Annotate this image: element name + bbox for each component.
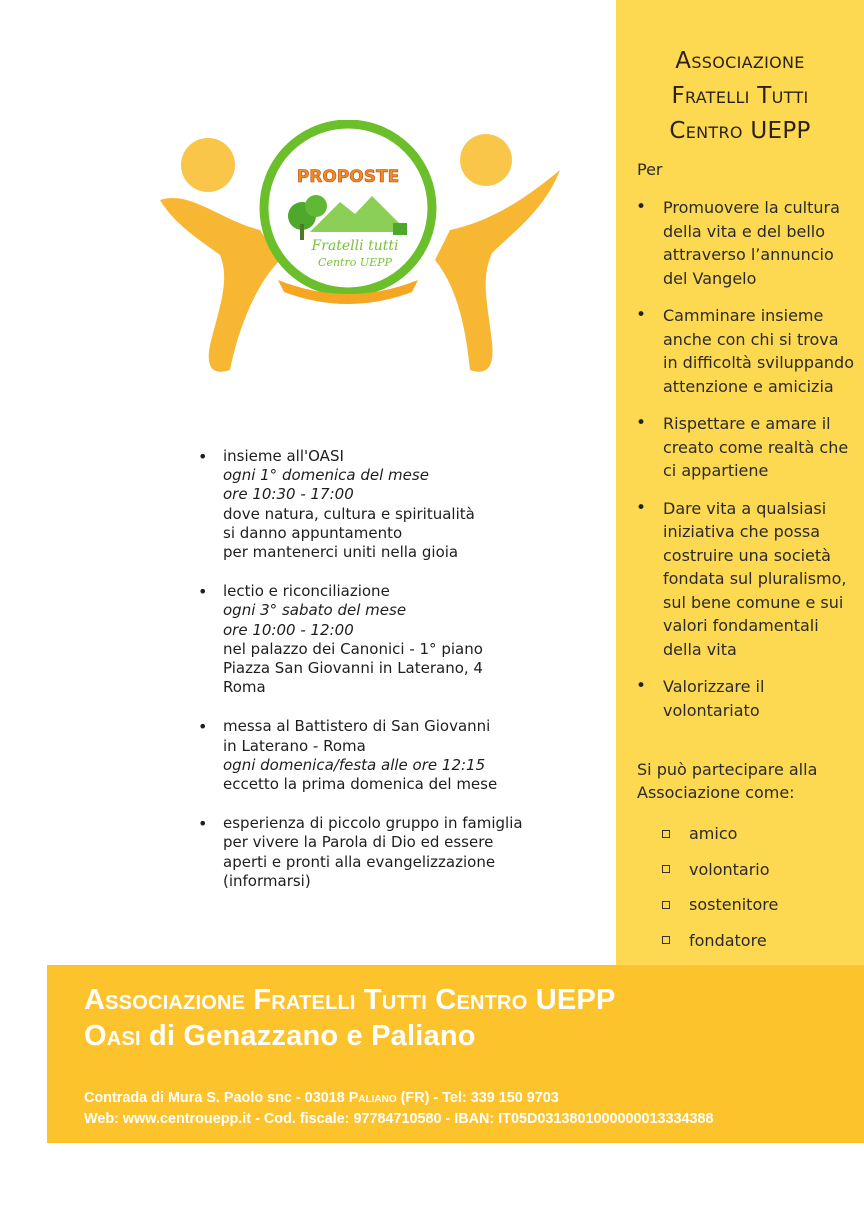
association-title (616, 44, 864, 149)
checkbox-icon (662, 830, 670, 838)
proposal-time: alle ore 12:15 (381, 755, 486, 774)
proposal-detail: nel palazzo dei Canonici - 1° piano (223, 639, 483, 658)
proposal-title: • esperienza di piccolo gruppo in famiglia (223, 814, 523, 833)
logo-name: Fratelli tutti (311, 238, 399, 254)
footer-web: Web: www.centrouepp.it - Cod. fiscale: 97784710580 - IBAN: IT05D0313801000000013334388 (84, 1111, 714, 1127)
proposal-item (196, 582, 596, 697)
proposal-title: • lectio e riconciliazione (223, 582, 390, 601)
aims-intro: Per (637, 160, 663, 179)
proposal-title: • insieme all'OASI (223, 447, 344, 465)
aim-item: • Dare vita a qualsiasi iniziativa che possa costruire una società fondata sul pluralismo, sul bene comune e sui valori fondamentali della vita (632, 497, 857, 662)
proposal-when: ogni 3° sabato del mese (223, 601, 407, 620)
proposal-title: • messa al Battistero di San Giovanni (223, 717, 491, 736)
proposal-item (196, 717, 596, 794)
checkbox-icon (662, 901, 670, 909)
title-line: Fratelli Tutti (671, 83, 809, 109)
role-item (660, 887, 778, 923)
proposal-title: in Laterano - Roma (223, 736, 366, 755)
proposal-when: ogni 1° domenica del mese (223, 466, 429, 485)
association-logo (150, 120, 570, 380)
aim-item: • Camminare insieme anche con chi si trova in difficoltà sviluppando attenzione e amicizia (632, 304, 857, 398)
proposal-detail: Roma (223, 678, 266, 697)
footer-title: Associazione Fratelli Tutti Centro UEPP (84, 984, 616, 1016)
proposal-when: ogni domenica/festa (223, 755, 377, 774)
footer-contact (84, 1090, 559, 1106)
right-figure-icon (435, 134, 560, 372)
checkbox-icon (662, 865, 670, 873)
proposal-detail: Piazza San Giovanni in Laterano, 4 (223, 659, 483, 678)
aim-item: • Valorizzare il volontariato (632, 675, 857, 722)
proposal-item (196, 447, 596, 562)
role-label: sostenitore (689, 895, 779, 915)
logo-subname: Centro UEPP (318, 256, 392, 269)
join-text: Si può partecipare alla Associazione come: (637, 760, 818, 802)
role-label: amico (689, 824, 738, 844)
footer-subtitle-a: Oasi (84, 1020, 141, 1052)
footer-subtitle (84, 1020, 476, 1053)
footer-address: Contrada di Mura S. Paolo snc - 03018 (84, 1090, 349, 1106)
footer-phone: (FR) - Tel: 339 150 9703 (396, 1090, 559, 1106)
role-item (660, 852, 778, 888)
title-line: Centro UEPP (669, 118, 811, 144)
proposal-detail: (informarsi) (223, 871, 311, 890)
proposal-detail: aperti e pronti alla evangelizzazione (223, 852, 496, 871)
left-figure-icon (160, 138, 280, 372)
aims-list (632, 196, 857, 736)
aim-item: • Promuovere la cultura della vita e del bello attraverso l’annuncio del Vangelo (632, 196, 857, 290)
checkbox-icon (662, 936, 670, 944)
footer-town: Paliano (348, 1090, 397, 1106)
proposal-detail: per mantenerci uniti nella gioia (223, 543, 459, 562)
role-label: fondatore (689, 930, 767, 950)
proposal-time: ore 10:00 - 12:00 (223, 620, 354, 639)
proposal-detail: dove natura, cultura e spiritualità (223, 504, 475, 523)
proposal-detail: per vivere la Parola di Dio ed essere (223, 833, 494, 852)
proposal-detail: eccetto la prima domenica del mese (223, 775, 498, 794)
proposal-item (196, 814, 596, 891)
role-item (660, 816, 778, 852)
footer-subtitle-b: di Genazzano e Paliano (140, 1020, 476, 1052)
proposal-time: ore 10:30 - 17:00 (223, 485, 354, 504)
role-item (660, 923, 778, 959)
aim-item: • Rispettare e amare il creato come realtà che ci appartiene (632, 412, 857, 483)
proposal-detail: si danno appuntamento (223, 523, 403, 542)
roles-list (660, 816, 778, 958)
role-label: volontario (689, 859, 770, 879)
title-line: Associazione (675, 48, 805, 74)
proposals-list (196, 447, 596, 911)
logo-label: PROPOSTE (296, 167, 400, 187)
